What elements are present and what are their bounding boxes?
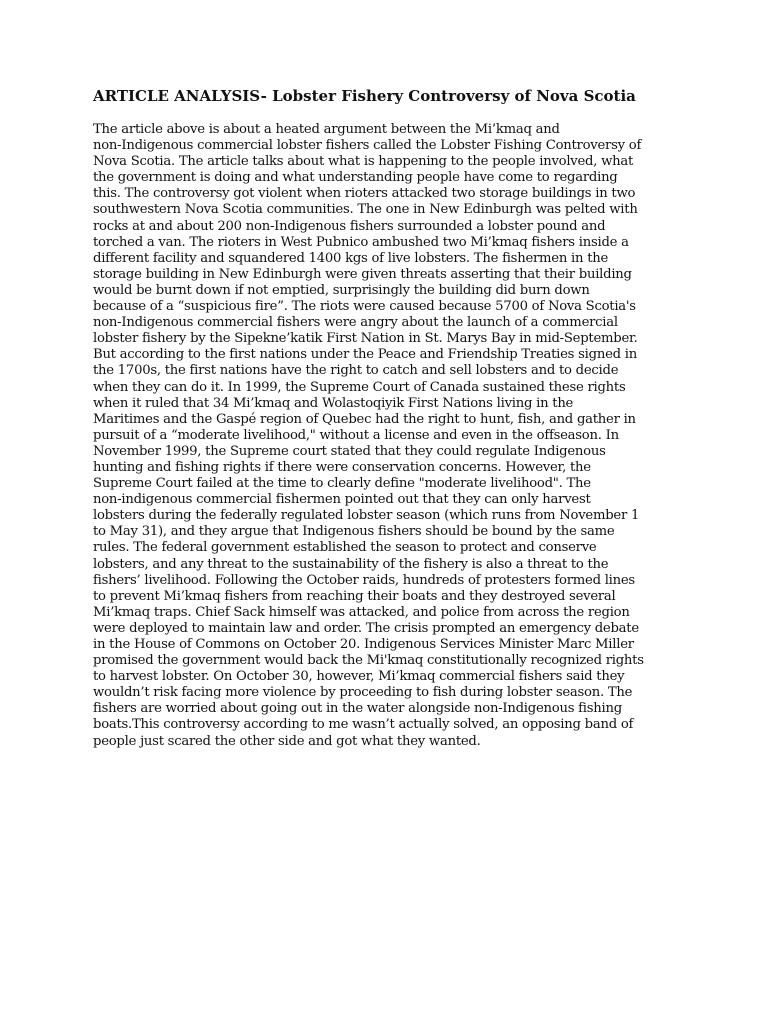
body-line: to May 31), and they argue that Indigenous fishers should be bound by the same: [93, 524, 615, 540]
body-line: hunting and fishing rights if there were conservation concerns. However, the: [93, 459, 591, 475]
body-line: The article above is about a heated argument between the Mi’kmaq and: [93, 122, 560, 137]
body-line: this. The controversy got violent when rioters attacked two storage buildings in two: [93, 186, 636, 202]
body-line: non-Indigenous commercial lobster fishers called the Lobster Fishing Controversy of: [93, 138, 642, 154]
body-line: the 1700s, the first nations have the right to catch and sell lobsters and to decide: [93, 363, 619, 379]
article-title: ARTICLE ANALYSIS- Lobster Fishery Controversy of Nova Scotia: [93, 87, 636, 105]
body-line: would be burnt down if not emptied, surprisingly the building did burn down: [93, 282, 590, 298]
body-line: Maritimes and the Gaspé region of Quebec had the right to hunt, fish, and gather in: [93, 411, 636, 427]
body-line: pursuit of a “moderate livelihood," without a license and even in the offseason. In: [93, 427, 619, 443]
body-line: Mi’kmaq traps. Chief Sack himself was attacked, and police from across the region: [93, 604, 630, 620]
body-line: when it ruled that 34 Mi’kmaq and Wolastoqiyik First Nations living in the: [93, 395, 574, 411]
body-line: lobsters, and any threat to the sustainability of the fishery is also a threat to the: [93, 556, 609, 572]
body-line: non-Indigenous commercial fishers were angry about the launch of a commercial: [93, 315, 618, 331]
body-line: torched a van. The rioters in West Pubnico ambushed two Mi’kmaq fishers inside a: [93, 234, 629, 250]
body-line: Nova Scotia. The article talks about what is happening to the people involved, what: [93, 154, 634, 170]
body-line: lobster fishery by the Sipekne’katik First Nation in St. Marys Bay in mid-September.: [93, 331, 638, 347]
body-line: fishers are worried about going out in the water alongside non-Indigenous fishing: [93, 701, 622, 717]
body-line: southwestern Nova Scotia communities. The one in New Edinburgh was pelted with: [93, 202, 638, 218]
article-body: [93, 122, 683, 750]
body-line: November 1999, the Supreme court stated that they could regulate Indigenous: [93, 443, 606, 459]
body-line: lobsters during the federally regulated lobster season (which runs from November 1: [93, 508, 640, 524]
body-line: different facility and squandered 1400 kgs of live lobsters. The fishermen in the: [93, 250, 609, 266]
body-line: fishers’ livelihood. Following the October raids, hundreds of protesters formed lines: [93, 572, 635, 588]
body-line: But according to the first nations under the Peace and Friendship Treaties signed in: [93, 347, 637, 363]
body-line: in the House of Commons on October 20. Indigenous Services Minister Marc Miller: [93, 637, 634, 652]
body-line: rocks at and about 200 non-Indigenous fishers surrounded a lobster pound and: [93, 218, 606, 234]
body-line: were deployed to maintain law and order. The crisis prompted an emergency debate: [93, 620, 639, 636]
body-line: the government is doing and what understanding people have come to regarding: [93, 170, 618, 186]
body-line: because of a “suspicious fire”. The riots were caused because 5700 of Nova Scotia's: [93, 299, 636, 315]
body-line: when they can do it. In 1999, the Supreme Court of Canada sustained these rights: [93, 379, 626, 395]
body-line: to harvest lobster. On October 30, however, Mi’kmaq commercial fishers said they: [93, 669, 625, 685]
body-line: to prevent Mi’kmaq fishers from reaching their boats and they destroyed several: [93, 588, 616, 604]
body-line: storage building in New Edinburgh were given threats asserting that their building: [93, 266, 632, 282]
body-line: wouldn’t risk facing more violence by proceeding to fish during lobster season. The: [93, 685, 633, 701]
body-line: boats.This controversy according to me wasn’t actually solved, an opposing band of: [93, 717, 634, 733]
body-line: Supreme Court failed at the time to clearly define "moderate livelihood". The: [93, 476, 591, 492]
body-line: rules. The federal government established the season to protect and conserve: [93, 540, 597, 556]
body-line: promised the government would back the Mi'kmaq constitutionally recognized rights: [93, 653, 644, 669]
body-line: people just scared the other side and got what they wanted.: [93, 733, 481, 749]
body-line: non-indigenous commercial fishermen pointed out that they can only harvest: [93, 492, 591, 508]
